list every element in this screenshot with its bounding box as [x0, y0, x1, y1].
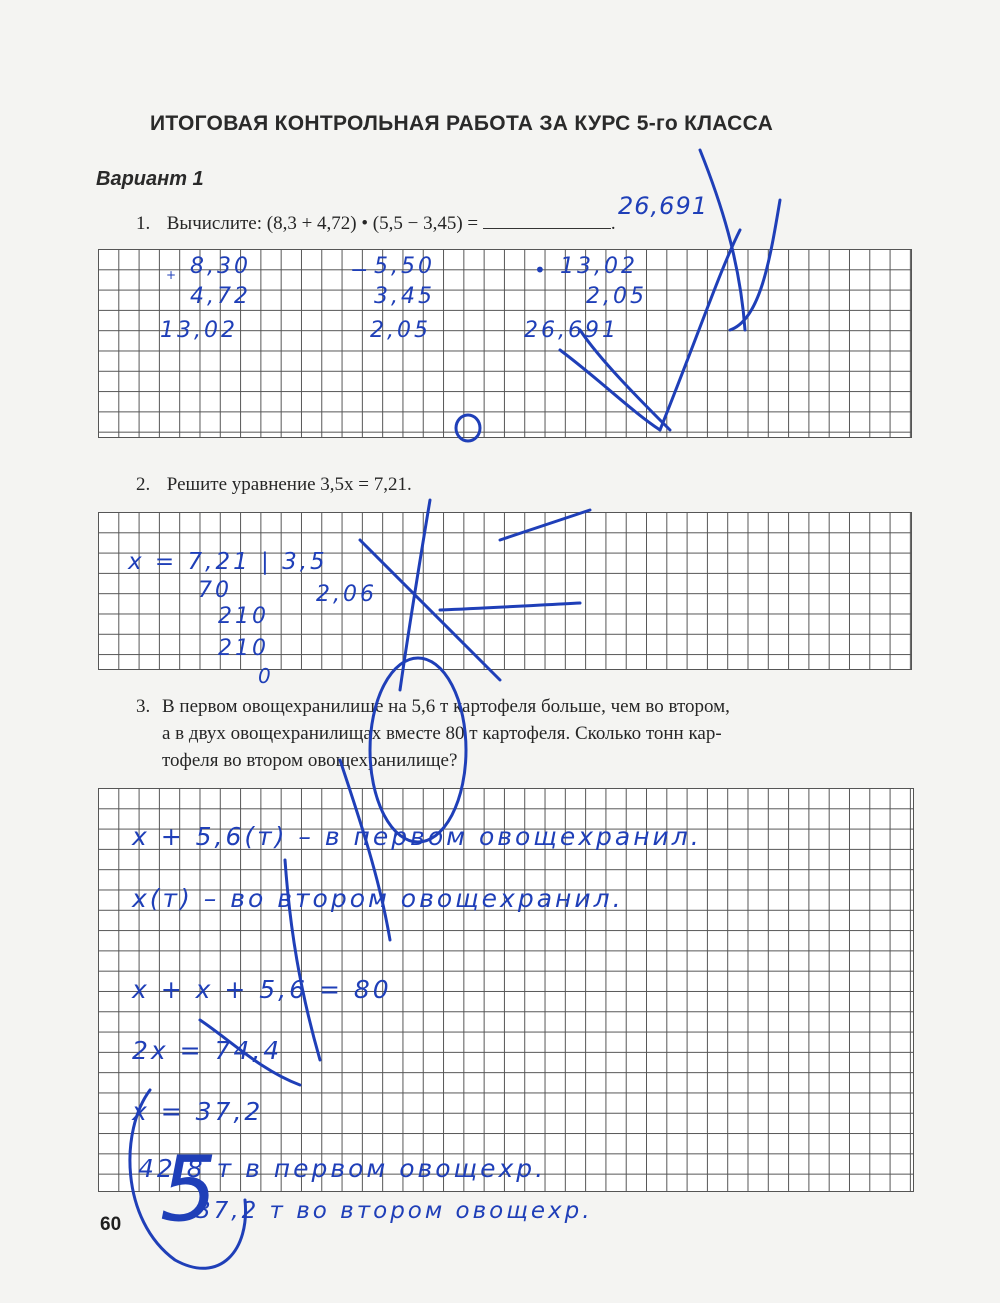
- hw-solution-line-4: 2x = 74,4: [132, 1036, 283, 1065]
- ink-stroke: [370, 658, 466, 842]
- hw-eq-step-3: 210: [218, 636, 269, 661]
- hw-add-b: 4,72: [190, 284, 251, 309]
- ink-stroke: [360, 540, 500, 680]
- task-1-end: .: [610, 213, 616, 234]
- hw-add-a: 8,30: [190, 254, 251, 279]
- page-title: ИТОГОВАЯ КОНТРОЛЬНАЯ РАБОТА ЗА КУРС 5-го КЛАССА: [150, 112, 774, 135]
- page-number: 60: [100, 1214, 122, 1235]
- hw-solution-line-7: 37,2 т во втором овощехр.: [196, 1198, 593, 1224]
- ink-stroke: [200, 1020, 300, 1085]
- hw-sub-a: 5,50: [374, 254, 435, 279]
- hw-mul-op: •: [534, 258, 549, 282]
- hw-sub-b: 3,45: [374, 284, 435, 309]
- hw-eq-step-1: 70: [198, 578, 232, 603]
- ink-stroke: [560, 350, 660, 430]
- task-1-number: 1.: [136, 213, 151, 234]
- hw-eq-step-2: 210: [218, 604, 269, 629]
- hw-eq-step-4: 0: [258, 664, 274, 688]
- ink-stroke: [660, 230, 740, 430]
- ink-stroke: [456, 415, 480, 441]
- handwritten-answer-1: 26,691: [618, 192, 708, 220]
- hw-solution-line-5: x = 37,2: [132, 1097, 264, 1126]
- ink-stroke: [440, 603, 580, 610]
- hw-add-op: +: [166, 268, 180, 282]
- ink-stroke: [285, 860, 320, 1060]
- task-2-number: 2.: [136, 474, 151, 495]
- ink-stroke: [700, 150, 745, 330]
- hw-eq-line: x = 7,21 | 3,5: [128, 549, 328, 575]
- ink-stroke: [500, 510, 590, 540]
- hw-eq-quotient: 2,06: [316, 582, 377, 607]
- hw-mul-b: 2,05: [586, 284, 647, 309]
- hw-sub-result: 2,05: [370, 318, 431, 343]
- ink-stroke: [340, 760, 390, 940]
- task-3-text-1: В первом овощехранилище на 5,6 т картофеля больше, чем во втором,: [162, 696, 730, 717]
- grade-mark: 5: [160, 1137, 218, 1242]
- hw-solution-line-3: x + x + 5,6 = 80: [132, 975, 392, 1004]
- hw-sub-op: −: [350, 258, 372, 283]
- task-3-line-3: тофеля во втором овощехранилище?: [162, 750, 458, 771]
- hw-add-result: 13,02: [160, 318, 238, 343]
- hw-solution-line-2: x(т) – во втором овощехранил.: [132, 884, 624, 913]
- task-1-text: Вычислите: (8,3 + 4,72) • (5,5 − 3,45) =: [166, 213, 479, 234]
- task-2-text: Решите уравнение 3,5x = 7,21.: [166, 474, 412, 495]
- hw-mul-a: 13,02: [560, 254, 638, 279]
- ink-stroke: [730, 200, 780, 330]
- hw-solution-line-1: x + 5,6(т) – в первом овощехранил.: [132, 822, 702, 851]
- task-3-line-2: а в двух овощехранилищах вместе 80 т картофеля. Сколько тонн кар-: [162, 723, 722, 744]
- variant-label: Вариант 1: [96, 168, 204, 190]
- task-3-number: 3.: [136, 696, 151, 717]
- hw-solution-line-6: 42,8 т в первом овощехр.: [138, 1154, 547, 1183]
- ink-stroke: [580, 330, 670, 430]
- hw-mul-result: 26,691: [524, 318, 619, 343]
